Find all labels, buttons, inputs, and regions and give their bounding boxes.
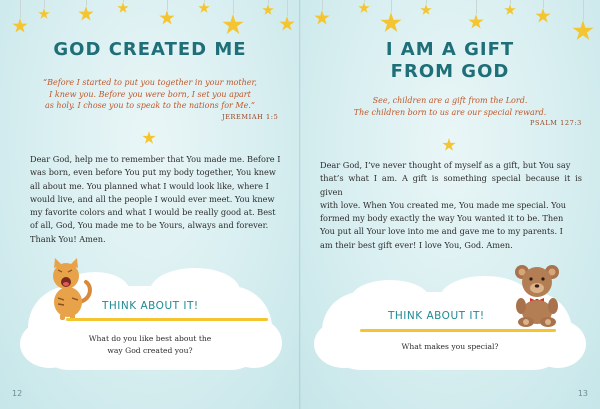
cat-illustration xyxy=(42,258,94,320)
prayer-line: Dear God, I’ve never thought of myself as a gift, but You say xyxy=(320,160,571,170)
question-line: What do you like best about the xyxy=(88,334,212,343)
prayer-line: formed my body exactly the way You wanted it to be. Then xyxy=(320,213,564,224)
star-icon xyxy=(222,14,244,36)
hanging-star xyxy=(380,0,402,34)
verse-line: The children born to us are our special reward. xyxy=(353,107,547,117)
prayer-line: You put all Your love into me and gave me to my parents. I xyxy=(320,226,563,237)
prayer-line: am their best gift ever! I love You, God. Amen. xyxy=(320,239,513,250)
star-icon xyxy=(535,8,551,24)
page-title: GOD CREATED ME xyxy=(53,39,247,60)
prayer-line: my favorite colors and what I would be really good at. Best xyxy=(30,207,276,218)
star-icon xyxy=(38,8,50,20)
hanging-star xyxy=(279,0,295,32)
teddy-bear-illustration xyxy=(508,262,568,328)
verse-line: as holy. I chose you to speak to the nations for Me.” xyxy=(45,101,255,110)
think-about-it-label: THINK ABOUT IT! xyxy=(102,300,199,312)
page-number: 12 xyxy=(12,389,23,398)
hanging-star xyxy=(420,0,432,16)
prayer-text xyxy=(320,159,582,252)
verse-reference: JEREMIAH 1:5 xyxy=(222,113,279,121)
hanging-star xyxy=(358,0,370,14)
prayer-line: all about me. You planned what I would look like, where I xyxy=(30,180,269,191)
divider-star-icon xyxy=(442,138,456,152)
star-icon xyxy=(420,4,432,16)
hanging-star xyxy=(262,0,274,16)
page-title-line: I AM A GIFT xyxy=(385,39,515,60)
star-icon xyxy=(78,6,94,22)
hanging-star xyxy=(38,0,50,20)
verse-line: “Before I started to put you together in your mother, xyxy=(43,78,257,87)
question-line: way God created you? xyxy=(107,346,193,355)
hanging-star xyxy=(572,0,594,42)
right-page xyxy=(300,0,600,409)
star-icon xyxy=(262,4,274,16)
hanging-star xyxy=(159,0,175,26)
prayer-line: would live, and all the people I would ever meet. You knew xyxy=(30,193,275,204)
prayer-text xyxy=(30,153,282,246)
book-gutter xyxy=(299,0,301,409)
verse-reference: PSALM 127:3 xyxy=(530,119,582,127)
hanging-star xyxy=(78,0,94,22)
star-icon xyxy=(358,2,370,14)
hanging-star xyxy=(222,0,244,36)
bible-verse xyxy=(20,77,280,112)
star-icon xyxy=(159,10,175,26)
hanging-star xyxy=(504,0,516,16)
hanging-star xyxy=(117,0,129,14)
star-icon xyxy=(504,4,516,16)
highlight-underline xyxy=(360,329,556,332)
page-number: 13 xyxy=(577,389,588,398)
hanging-star xyxy=(535,0,551,24)
prayer-line: with love. When You created me, You made me special. You xyxy=(320,199,567,210)
verse-line: I knew you. Before you were born, I set you apart xyxy=(49,89,251,99)
hanging-star xyxy=(198,0,210,14)
highlight-underline xyxy=(66,318,268,321)
prayer-line: of all, God, You made me to be Yours, always and forever. xyxy=(30,220,269,231)
prayer-line: Dear God, help me to remember that You made me. Before I xyxy=(30,154,281,164)
verse-line: See, children are a gift from the Lord. xyxy=(372,96,528,105)
star-icon xyxy=(12,18,28,34)
star-icon xyxy=(198,2,210,14)
reflection-question xyxy=(60,333,240,357)
prayer-line: Thank You! Amen. xyxy=(30,233,106,244)
hanging-star xyxy=(314,0,330,26)
star-icon xyxy=(468,14,484,30)
prayer-line: that’s what I am. A gift is something special because it is given xyxy=(320,173,582,197)
divider-star-icon xyxy=(142,131,156,145)
hanging-star xyxy=(12,0,28,34)
star-icon xyxy=(380,12,402,34)
think-about-it-label: THINK ABOUT IT! xyxy=(388,310,485,322)
hanging-star xyxy=(468,0,484,30)
reflection-question: What makes you special? xyxy=(401,342,499,351)
prayer-line: was born, even before You put my body together, You knew xyxy=(30,167,276,178)
page-title-line: FROM GOD xyxy=(390,61,510,82)
star-icon xyxy=(117,2,129,14)
bible-verse xyxy=(320,95,580,118)
star-icon xyxy=(279,16,295,32)
star-icon xyxy=(314,10,330,26)
